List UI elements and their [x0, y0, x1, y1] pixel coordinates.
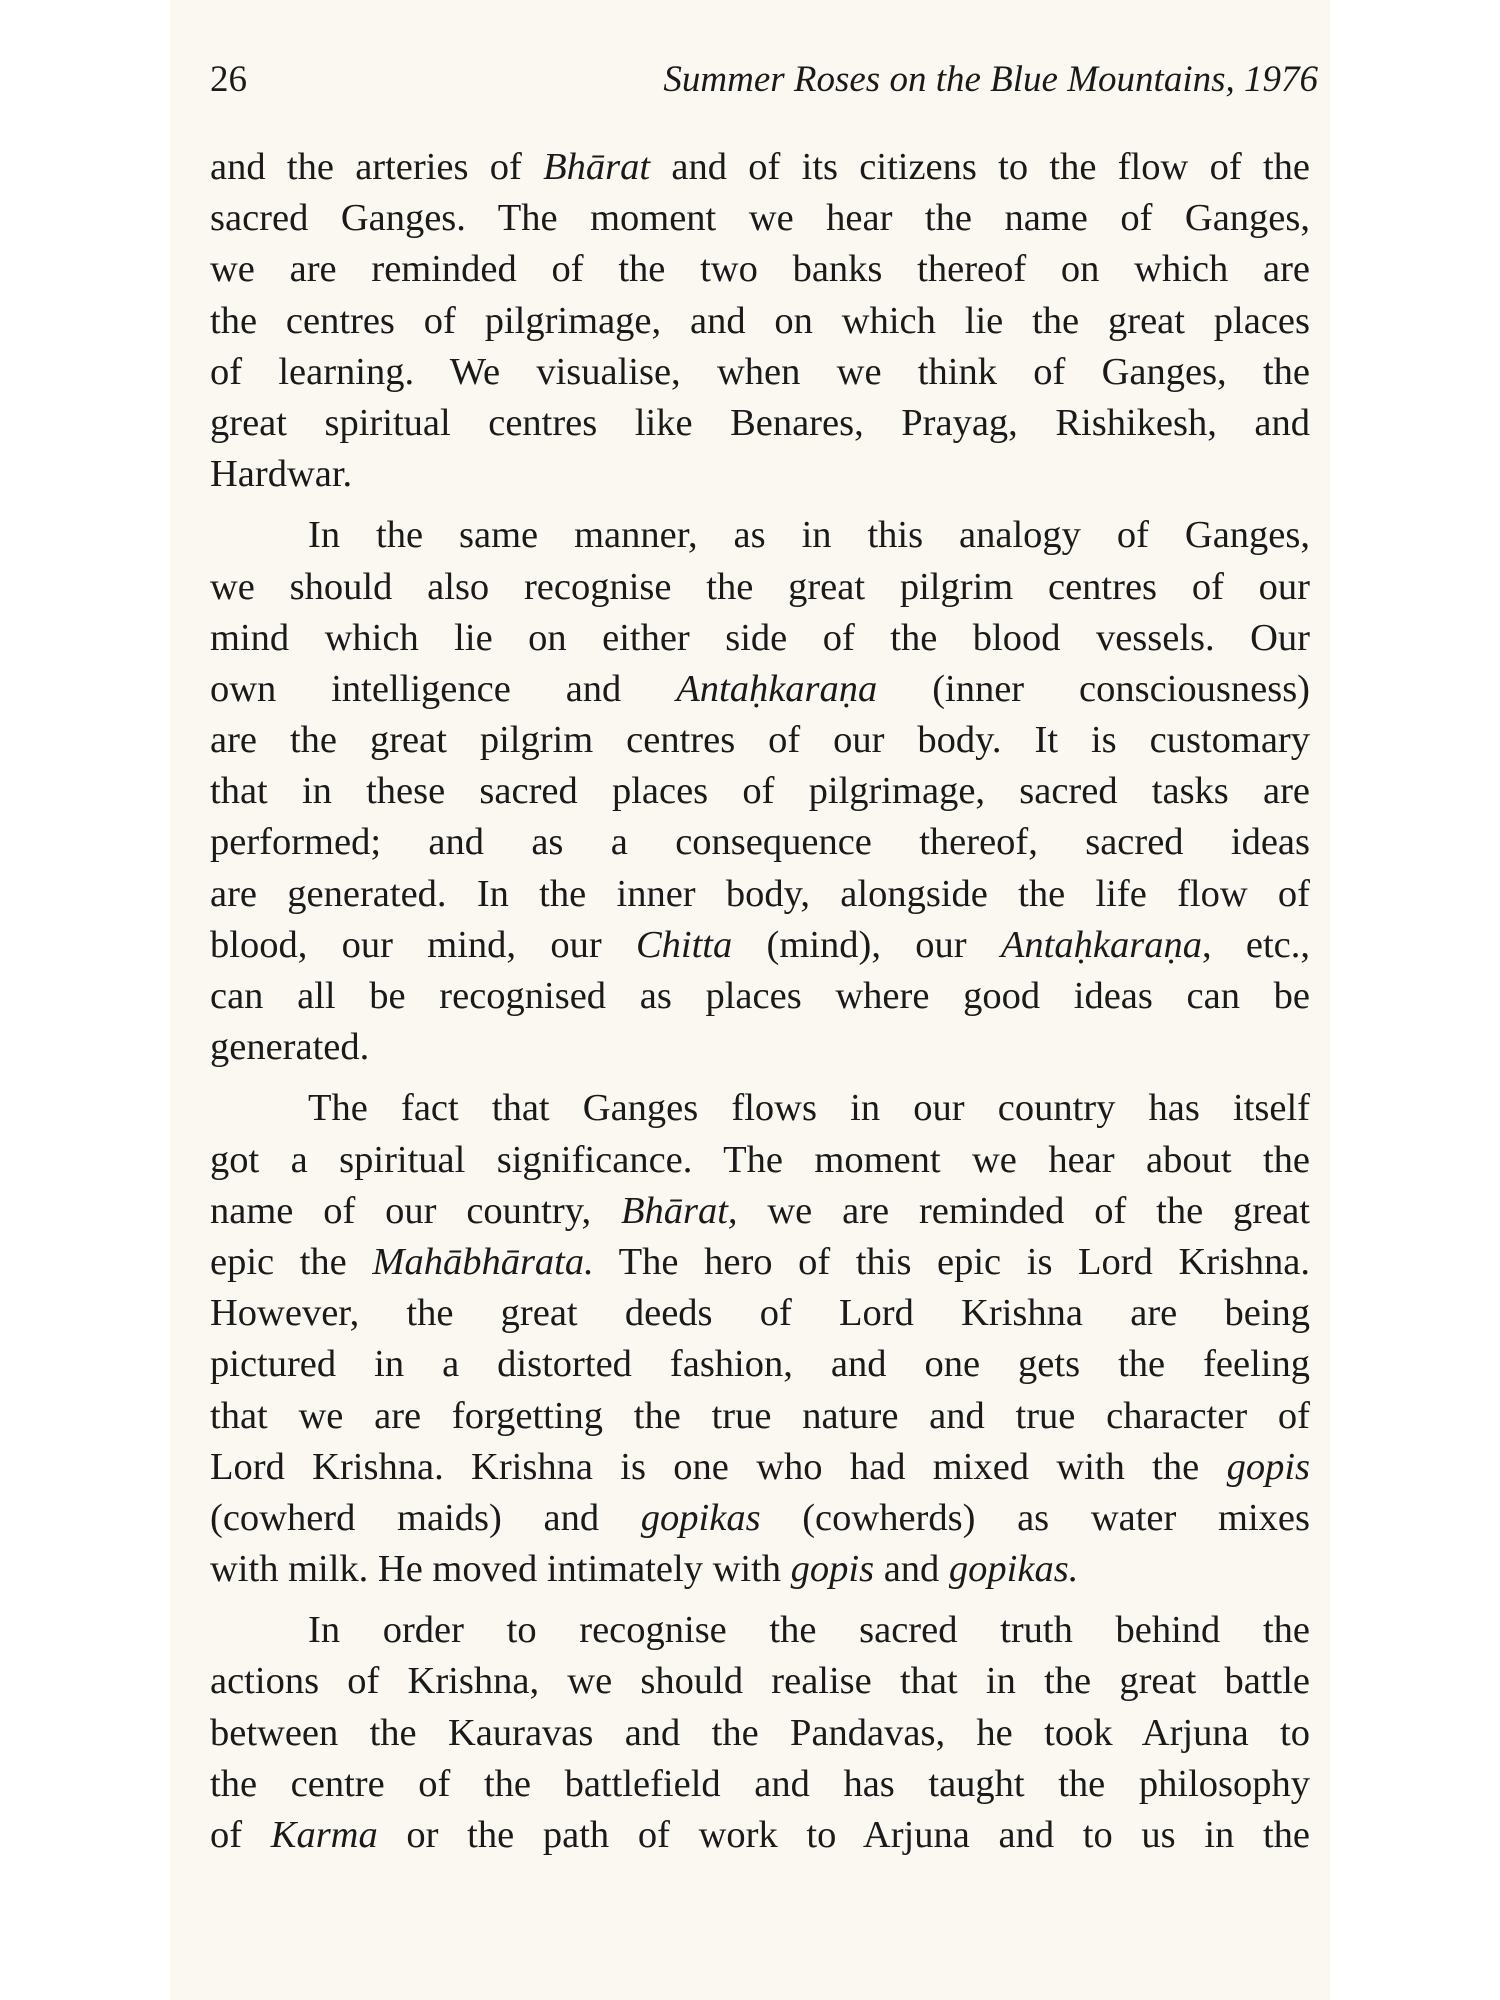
- text-line: can all be recognised as places where good ideas can be: [210, 975, 1310, 1017]
- text-line: that we are forgetting the true nature and true character of: [210, 1394, 1310, 1437]
- text-line: the centres of pilgrimage, and on which lie the great places: [210, 299, 1310, 342]
- text-line: sacred Ganges. The moment we hear the name of Ganges,: [210, 197, 1310, 240]
- text-line: got a spiritual significance. The moment we hear about the: [210, 1138, 1310, 1181]
- text-line: However, the great deeds of Lord Krishna are being: [210, 1292, 1310, 1335]
- paragraph: [210, 1083, 1310, 1595]
- book-page: [170, 0, 1330, 2000]
- text-line: with milk. He moved intimately with gopis and gopikas.: [210, 1548, 1079, 1591]
- body-text: [210, 142, 1310, 1861]
- text-line: The fact that Ganges flows in our country has itself: [308, 1087, 1310, 1130]
- text-line: great spiritual centres like Benares, Prayag, Rishikesh, and: [210, 401, 1310, 444]
- running-title: Summer Roses on the Blue Mountains, 1976: [663, 59, 1318, 100]
- text-line: of Karma or the path of work to Arjuna and to us in the: [210, 1814, 1310, 1856]
- paragraph: [210, 142, 1310, 500]
- text-line: of learning. We visualise, when we think of Ganges, the: [210, 350, 1310, 393]
- text-line: generated.: [210, 1026, 370, 1069]
- text-line: mind which lie on either side of the blood vessels. Our: [210, 616, 1310, 659]
- paragraph: [210, 510, 1310, 1073]
- text-line: name of our country, Bhārat, we are reminded of the great: [210, 1189, 1310, 1232]
- text-line: performed; and as a consequence thereof, sacred ideas: [210, 821, 1310, 864]
- text-line: between the Kauravas and the Pandavas, he took Arjuna to: [210, 1711, 1310, 1754]
- text-line: In order to recognise the sacred truth behind the: [308, 1609, 1310, 1652]
- text-line: are generated. In the inner body, alongside the life flow of: [210, 872, 1310, 915]
- text-line: blood, our mind, our Chitta (mind), our Antaḥkaraṇa, etc.,: [210, 923, 1311, 966]
- text-line: we are reminded of the two banks thereof on which are: [210, 248, 1310, 291]
- text-line: Lord Krishna. Krishna is one who had mixed with the gopis: [210, 1445, 1310, 1488]
- paragraph: [210, 1605, 1310, 1861]
- text-line: (cowherd maids) and gopikas (cowherds) as water mixes: [210, 1496, 1310, 1539]
- text-line: we should also recognise the great pilgrim centres of our: [210, 565, 1310, 608]
- text-line: pictured in a distorted fashion, and one gets the feeling: [210, 1343, 1310, 1386]
- page-number: 26: [210, 59, 247, 100]
- text-line: epic the Mahābhārata. The hero of this epic is Lord Krishna.: [210, 1240, 1310, 1283]
- text-line: that in these sacred places of pilgrimage, sacred tasks are: [210, 770, 1310, 813]
- text-line: Hardwar.: [210, 453, 353, 496]
- text-line: own intelligence and Antaḥkaraṇa (inner consciousness): [210, 667, 1311, 710]
- text-line: In the same manner, as in this analogy of Ganges,: [308, 514, 1310, 557]
- page-header: [210, 58, 1318, 106]
- text-line: and the arteries of Bhārat and of its citizens to the flow of the: [210, 146, 1310, 188]
- text-line: are the great pilgrim centres of our body. It is customary: [210, 719, 1310, 762]
- text-line: actions of Krishna, we should realise that in the great battle: [210, 1660, 1310, 1703]
- text-line: the centre of the battlefield and has taught the philosophy: [210, 1762, 1310, 1805]
